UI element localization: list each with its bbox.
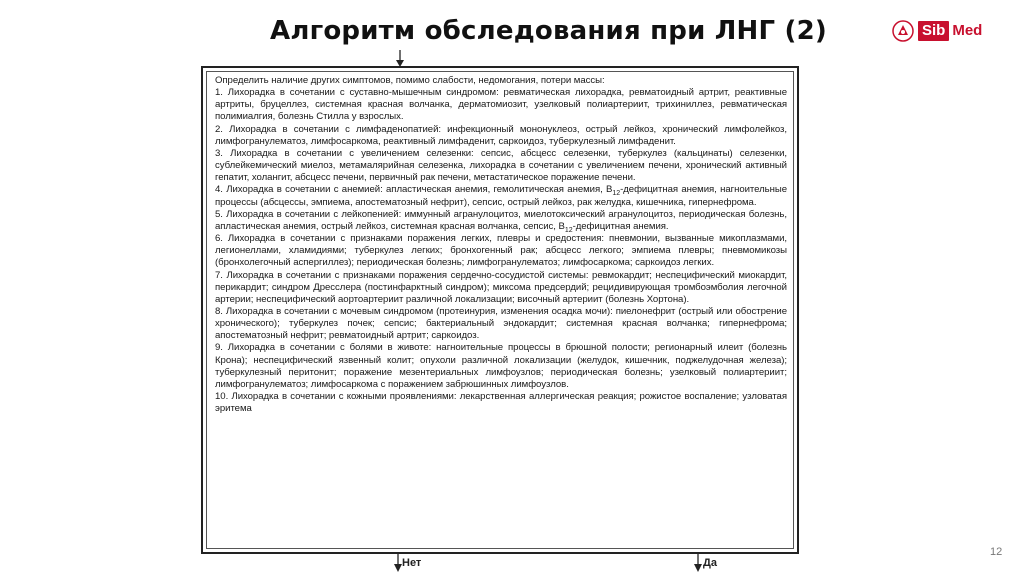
sibmed-logo (892, 20, 982, 42)
item-8: 8. Лихорадка в сочетании с мочевым синдромом (протеинурия, изменения осадка мочи): пиелонефрит (острый или обострение хронического); туберкулез почек; сепсис; бактериальный эндокардит; системная красная волчанка; гипернефрома; апостематозный нефрит; ревматоидный артрит; саркоидоз. (215, 305, 787, 342)
item-4-part-a: 4. Лихорадка в сочетании с анемией: апластическая анемия, гемолитическая анемия, В (215, 184, 613, 196)
algorithm-box (201, 66, 799, 554)
item-5-part-a: 5. Лихорадка в сочетании с лейкопенией: иммунный агранулоцитоз, миелотоксический агранулоцитоз, периодическая болезнь, апластическая анемия, острый лейкоз, системная красная волчанка, сепсис, В (215, 208, 787, 232)
arrow-no-label: Нет (402, 557, 422, 569)
item-10: 10. Лихорадка в сочетании с кожными проявлениями: лекарственная аллергическая реакция; рожистое воспаление; узловатая эритема (215, 391, 787, 415)
logo-med-text: Med (952, 22, 983, 39)
algorithm-inner-frame (206, 71, 794, 549)
item-5 (215, 209, 787, 233)
item-3: 3. Лихорадка в сочетании с увеличением селезенки: сепсис, абсцесс селезенки, туберкулез (кальцинаты) селезенки, сублейкемический миелоз, метамалярийная селезенка, лихорадка в сочетании с увеличением печени, хронический активный гепатит, холангит, абсцесс печени, первичный рак печени, метастатическое поражение печени. (215, 147, 787, 184)
item-5-subscript: 12 (564, 226, 573, 234)
arrow-yes-label: Да (703, 557, 717, 569)
intro-line: Определить наличие других симптомов, помимо слабости, недомогания, потери массы: (215, 75, 605, 86)
item-7: 7. Лихорадка в сочетании с признаками поражения сердечно-сосудистой системы: ревмокардит; неспецифический миокардит, перикардит; синдром Дресслера (постинфарктный синдром); миксома предсердий; рецидивирующая тромбоэмболия легочной артерии; неспецифический аортоартериит различной локализации; височный артериит (болезнь Хортона). (215, 269, 787, 305)
algorithm-text (215, 75, 787, 415)
item-5-part-b: -дефицитная анемия. (572, 220, 669, 232)
item-4-subscript: 12 (612, 190, 621, 198)
item-9: 9. Лихорадка в сочетании с болями в животе: нагноительные процессы в брюшной полости; регионарный илеит (болезнь Крона); неспецифический язвенный колит; опухоли различной локализации (желудок, кишечник, поджелудочная железа); туберкулезный перитонит; поражение мезентериальных лимфоузлов; периодическая болезнь; узелковый полиартериит; лимфогранулематоз; лимфосаркома с поражением забрюшинных лимфоузлов. (215, 342, 787, 390)
page-number: 12 (990, 546, 1003, 558)
item-4-part-b: -дефицитная анемия, нагноительные процессы (абсцессы, эмпиема, апостематозный нефрит), сепсис, острый лейкоз, рак желудка, кишечника, гипернефрома. (215, 184, 787, 208)
logo-sib-text: Sib (918, 21, 949, 41)
item-1: 1. Лихорадка в сочетании с суставно-мышечным синдромом: ревматическая лихорадка, ревматоидный артрит, реактивные артриты, бруцеллез, системная красная волчанка, дерматомиозит, узелковый полиартериит, трихиниллез, ревматическая полимиалгия, болезнь Стилла у взрослых. (215, 87, 787, 123)
university-emblem-icon (892, 20, 914, 42)
item-6: 6. Лихорадка в сочетании с признаками поражения легких, плевры и средостения: пневмонии, вызванные микоплазмами, легионеллами, хламидиями; туберкулез легких; бронхогенный рак; абсцесс легкого; эмпиема плевры; пневмомикозы (бронхолегочный аспергиллез); периодическая болезнь; лимфогранулематоз; лимфосаркома; саркоидоз легких. (215, 233, 787, 269)
item-4 (215, 184, 787, 208)
slide-title: Алгоритм обследования при ЛНГ (2) (270, 16, 827, 46)
item-2: 2. Лихорадка в сочетании с лимфаденопатией: инфекционный мононуклеоз, острый лейкоз, хронический лимфолейкоз, лимфогранулематоз, лимфосаркома, реактивный лимфаденит, саркоидоз, туберкулезный лимфаденит. (215, 123, 787, 147)
